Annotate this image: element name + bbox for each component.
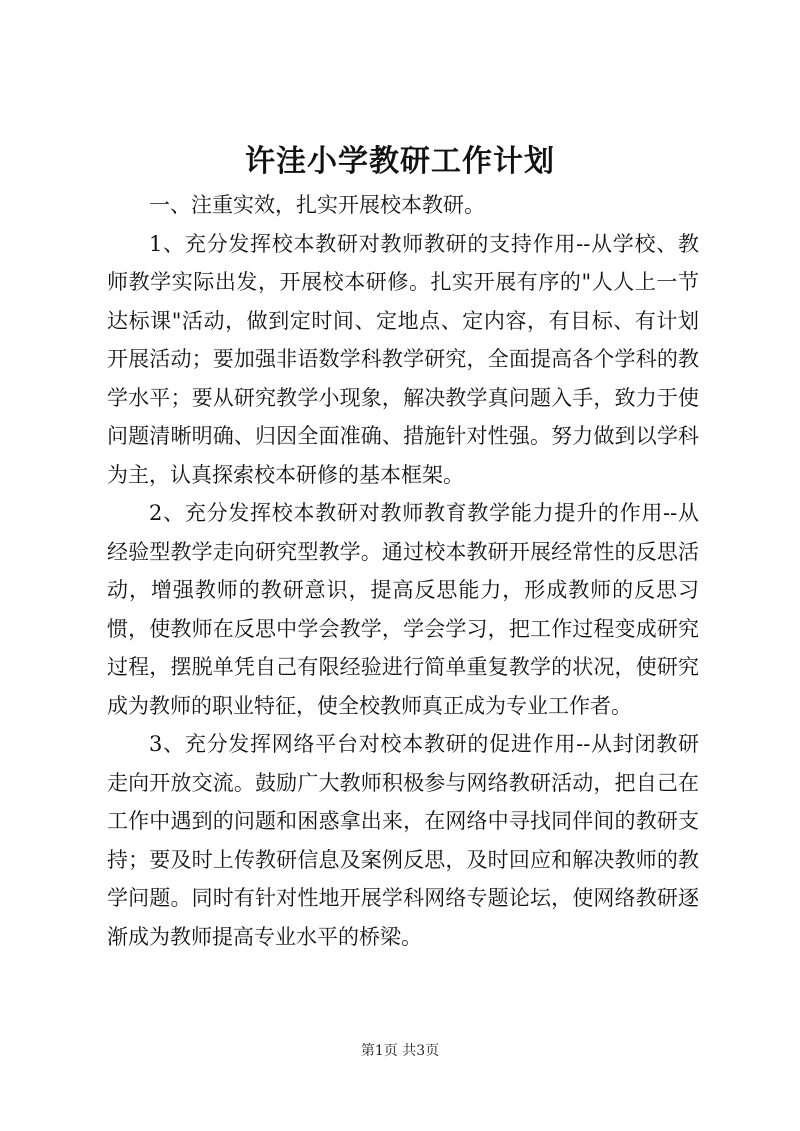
paragraph-3: 3、充分发挥网络平台对校本教研的促进作用--从封闭教研走向开放交流。鼓励广大教师积极参与网络教研活动，把自己在工作中遇到的问题和困惑拿出来，在网络中寻找同伴间的教研支持；要及时上传教研信息及案例反思，及时回应和解决教师的教学问题。同时有针对性地开展学科网络专题论坛，使网络教研逐渐成为教师提高专业水平的桥梁。	[107, 732, 699, 949]
page-number-footer: 第1页 共3页	[360, 1043, 440, 1059]
document-title: 许洼小学教研工作计划	[245, 144, 555, 179]
paragraph-2: 2、充分发挥校本教研对教师教育教学能力提升的作用--从经验型教学走向研究型教学。通过校本教研开展经常性的反思活动，增强教师的教研意识，提高反思能力，形成教师的反思习惯，使教师在反思中学会教学，学会学习，把工作过程变成研究过程，摆脱单凭自己有限经验进行简单重复教学的状况，使研究成为教师的职业特征，使全校教师真正成为专业工作者。	[107, 501, 699, 718]
section-heading: 一、注重实效，扎实开展校本教研。	[149, 193, 485, 217]
paragraph-1: 1、充分发挥校本教研对教师教研的支持作用--从学校、教师教学实际出发，开展校本研修。扎实开展有序的"人人上一节达标课"活动，做到定时间、定地点、定内容，有目标、有计划开展活动；要加强非语数学科教学研究，全面提高各个学科的教学水平；要从研究教学小现象，解决教学真问题入手，致力于使问题清晰明确、归因全面准确、措施针对性强。努力做到以学科为主，认真探索校本研修的基本框架。	[107, 231, 699, 487]
document-body	[107, 186, 699, 956]
